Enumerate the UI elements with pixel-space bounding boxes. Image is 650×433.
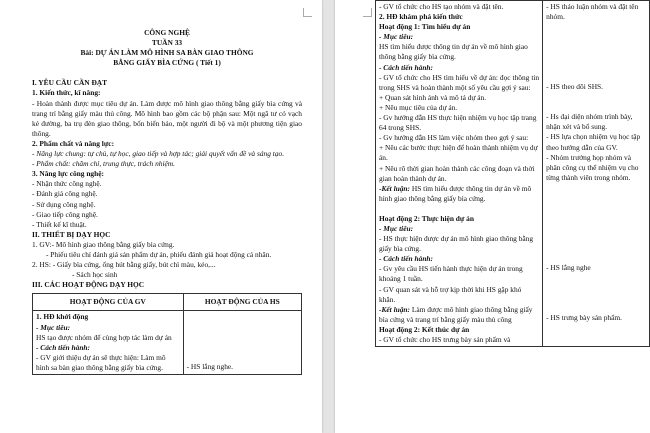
conclusion-text: Làm được mô hình giao thông bằng giấy bìa cứng và trang trí bằng giấy màu thủ công (379, 304, 533, 324)
paragraph: HS tạo được nhóm để cùng hợp tác làm dự án (36, 332, 172, 342)
column-header-gv: HOẠT ĐỘNG CỦA GV (33, 294, 184, 311)
paragraph: - Sách học sinh (72, 270, 118, 280)
table-cell-hs (183, 311, 301, 375)
section-heading: I. YÊU CẦU CẦN ĐẠT (32, 78, 108, 88)
paragraph: - GV tổ chức cho HS tìm hiểu về dự án: đọc thông tin trong SHS và hoàn thành một số yêu cầu gợi ý sau: (379, 72, 540, 92)
subject-title: CÔNG NGHỆ (144, 28, 190, 37)
paragraph: - Gv hướng dẫn HS làm việc nhóm theo gợi ý sau: (379, 133, 529, 143)
paragraph: - HS trưng bày sản phẩm. (546, 313, 622, 323)
paragraph: - GV giới thiệu dự án sẽ thực hiện: Làm mô hình sa bàn giao thông bằng giấy bìa cứng. (36, 352, 166, 372)
paragraph: - Nhóm trưởng họp nhóm và phân công cụ thể nhiệm vụ cho từng thành viên trong nhóm. (546, 152, 639, 182)
label: - Cách tiến hành: (379, 254, 434, 264)
paragraph: - Gv hướng dẫn HS thực hiện nhiệm vụ học tập trang 64 trong SHS. (379, 113, 537, 133)
section-heading: III. CÁC HOẠT ĐỘNG DẠY HỌC (32, 280, 145, 290)
subsection-heading: 2. Phẩm chất và năng lực: (32, 138, 115, 148)
document-page-right (335, 0, 650, 433)
list-item: - Thiết kế kĩ thuật. (32, 219, 87, 229)
activity-heading: 1. HĐ khởi động (36, 312, 89, 322)
lesson-subtitle: BẰNG GIẤY BÌA CỨNG ( Tiết 1) (113, 58, 221, 68)
paragraph: - GV quan sát và hỗ trợ kịp thời khi HS gặp khó khăn. (379, 284, 522, 304)
conclusion-label: -Kết luận: (379, 304, 411, 314)
table-cell-gv (376, 1, 543, 347)
subsection-heading: 3. Năng lực công nghệ: (32, 169, 104, 179)
page-corner-mark (363, 8, 372, 17)
paragraph: + Quan sát hình ảnh và mô tả dự án. (379, 92, 487, 102)
paragraph: - GV tổ chức cho HS tạo nhóm và đặt tên. (379, 2, 504, 11)
activity-subheading: Hoạt động 2: Thực hiện dự án (379, 213, 474, 223)
list-item: - Nhận thức công nghệ. (32, 179, 102, 189)
column-header-hs: HOẠT ĐỘNG CỦA HS (183, 294, 301, 311)
list-item: - Sử dụng công nghệ. (32, 199, 96, 209)
activity-table (32, 293, 302, 375)
paragraph: - Phiếu tiêu chí đánh giá sản phẩm dự án, phiếu đánh giá hoạt động cá nhân. (46, 249, 272, 259)
page-corner-mark (303, 8, 312, 17)
paragraph: - HS thảo luận nhóm và đặt tên nhóm. (546, 2, 639, 22)
label: - Mục tiêu: (36, 322, 71, 332)
paragraph: 2. HS: - Giấy bìa cứng, ống hút bằng giấy, bút chì màu, kéo,... (32, 260, 216, 270)
document-page-left (0, 0, 322, 433)
paragraph: - Gv yêu cầu HS tiến hành thực hiện dự án trong khoảng 1 tuần. (379, 264, 523, 284)
conclusion-label: -Kết luận: (379, 183, 411, 193)
label: - Mục tiêu: (379, 223, 414, 233)
activity-subheading: Hoạt động 2: Kết thúc dự án (379, 324, 470, 334)
paragraph: - HS theo dõi SHS. (546, 82, 603, 92)
paragraph: - GV tổ chức cho HS trưng bày sản phẩm và (379, 335, 511, 344)
paragraph: + Nêu các bước thực hiện để hoàn thành nhiệm vụ dự án. (379, 143, 538, 163)
paragraph: + Nêu rõ thời gian hoàn thành các công đoạn và thời gian hoàn thành dự án. (379, 163, 535, 183)
paragraph: HS tìm hiểu được thông tin dự án về mô hình giao thông bằng giấy bìa cứng. (379, 42, 528, 62)
list-item: - Giao tiếp công nghệ. (32, 209, 98, 219)
label: - Cách tiến hành: (379, 62, 434, 72)
paragraph: - Năng lực chung: tự chủ, tự học, giao tiếp và hợp tác; giải quyết vấn đề và sáng tạo. (32, 149, 285, 159)
paragraph: - Phẩm chất: chăm chỉ, trung thực, trách nhiệm. (32, 159, 175, 169)
list-item: - Đánh giá công nghệ. (32, 189, 98, 199)
label: - Cách tiến hành: (36, 342, 91, 352)
activity-subheading: Hoạt động 1: Tìm hiểu dự án (379, 22, 471, 32)
table-cell-gv (33, 311, 184, 375)
label: - Mục tiêu: (379, 32, 414, 42)
paragraph: - Hoàn thành được mục tiêu dự án. Làm được mô hình giao thông bằng giấy bìa cứng và trang trí bằng giấy màu thủ công. Mô hình bao gồm các bộ phận sau: Một ngã tư có vạch kẻ đường, ba trụ đèn giao thông, bốn biển báo, một người đi bộ và một phương tiện giao thông. (32, 98, 302, 138)
paragraph: - Hs đại diện nhóm trình bày, nhận xét và bổ sung. (546, 112, 633, 132)
paragraph (379, 184, 539, 204)
paragraph: - HS lắng nghe. (186, 362, 234, 372)
table-cell-hs (543, 1, 650, 347)
conclusion-text: HS tìm hiểu được thông tin dự án về mô hình giao thông bằng giấy bìa cứng. (379, 183, 532, 203)
paragraph (379, 305, 539, 325)
week-title: TUẦN 33 (151, 38, 183, 48)
paragraph: - HS lựa chọn nhiệm vụ học tập theo hướng dẫn của GV. (546, 132, 641, 152)
paragraph: - HS thực hiện được dự án mô hình giao thông bằng giấy bìa cứng. (379, 234, 534, 254)
activity-table-continued (375, 0, 650, 347)
section-heading: II. THIẾT BỊ DẠY HỌC (32, 229, 111, 239)
paragraph: - HS lắng nghe (546, 262, 591, 272)
subsection-heading: 1. Kiến thức, kĩ năng: (32, 88, 101, 98)
lesson-title: Bài: DỰ ÁN LÀM MÔ HÌNH SA BÀN GIAO THÔNG (80, 48, 254, 58)
activity-heading: 2. HĐ khám phá kiến thức (379, 12, 463, 22)
paragraph: 1. GV:- Mô hình giao thông bằng giấy bìa cứng. (32, 239, 175, 249)
paragraph: + Nêu mục tiêu của dự án. (379, 102, 458, 112)
